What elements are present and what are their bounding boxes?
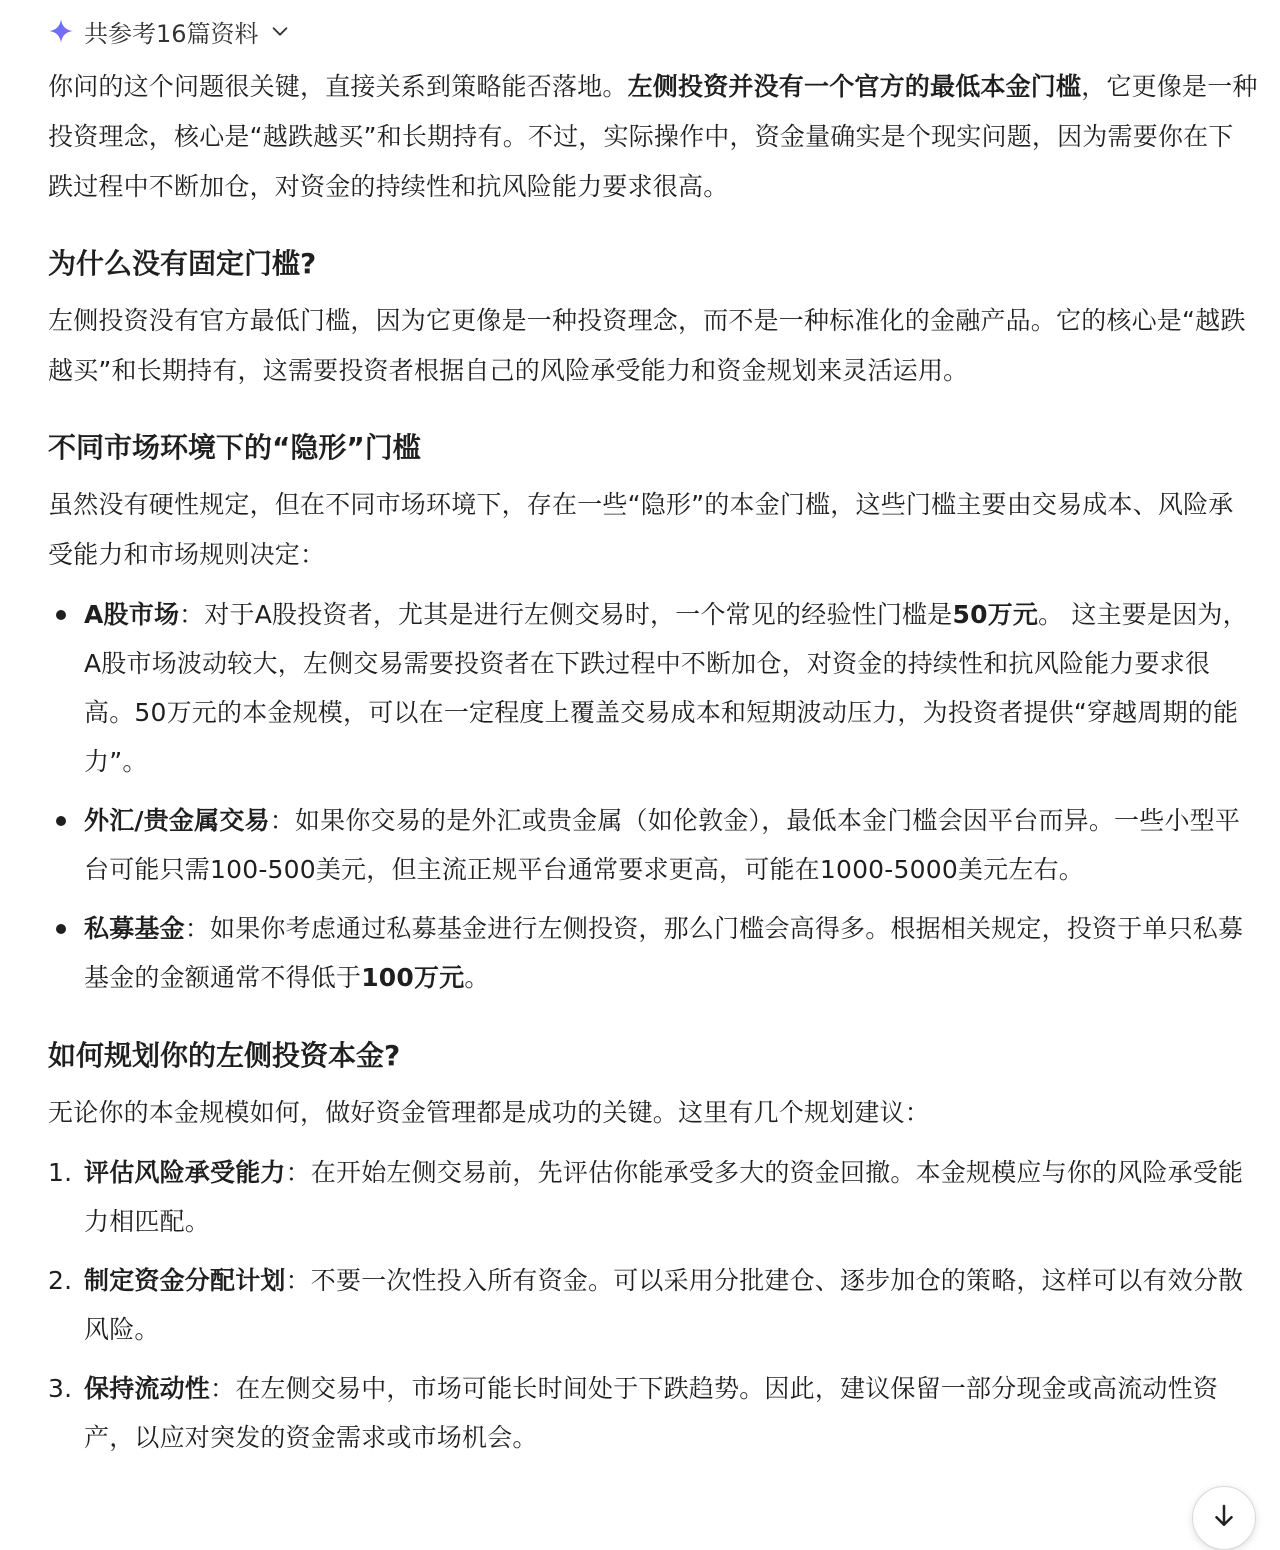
list-item-text: ：在左侧交易中，市场可能长时间处于下跌趋势。因此，建议保留一部分现金或高流动性资产，以应对突发的资金需求或市场机会。 [84,1374,1219,1452]
list-item [48,1148,1258,1246]
list-item-text: ：如果你考虑通过私募基金进行左侧投资，那么门槛会高得多。根据相关规定，投资于单只私募基金的金额通常不得低于 [84,914,1244,992]
list-item-highlight: 50万元 [952,600,1039,629]
list-item [48,904,1258,1002]
arrow-down-icon [1209,1501,1239,1531]
section-why-paragraph: 左侧投资没有官方最低门槛，因为它更像是一种投资理念，而不是一种标准化的金融产品。它的核心是“越跌越买”和长期持有，这需要投资者根据自己的风险承受能力和资金规划来灵活运用。 [48,306,1246,385]
bullet-dot [56,924,66,934]
list-item-text: ：在开始左侧交易前，先评估你能承受多大的资金回撤。本金规模应与你的风险承受能力相匹配。 [84,1158,1244,1236]
list-item [48,1256,1258,1354]
list-item-label: A股市场 [84,600,180,629]
intro-paragraph [48,62,1258,212]
section-hidden-paragraph: 虽然没有硬性规定，但在不同市场环境下，存在一些“隐形”的本金门槛，这些门槛主要由交易成本、风险承受能力和市场规则决定： [48,490,1234,569]
list-item-text-rest: 。 这主要是因为，A股市场波动较大，左侧交易需要投资者在下跌过程中不断加仓，对资金的持续性和抗风险能力要求很高。50万元的本金规模，可以在一定程度上覆盖交易成本和短期波动压力，为投资者提供“穿越周期的能力”。 [84,600,1248,776]
list-item-text: ：对于A股投资者，尤其是进行左侧交易时，一个常见的经验性门槛是 [179,600,953,629]
list-item [48,796,1258,894]
section-heading-why: 为什么没有固定门槛? [48,247,317,280]
list-item-text-rest: 。 [464,963,490,992]
references-toggle[interactable] [48,0,1258,62]
answer-content [48,0,1258,1472]
list-item-highlight: 100万元 [361,963,465,992]
list-item-label: 评估风险承受能力 [84,1158,286,1187]
bullet-dot [56,816,66,826]
chevron-down-icon [269,20,291,42]
bullet-dot [56,610,66,620]
list-item-number: 3. [48,1374,73,1403]
intro-text: 你问的这个问题很关键，直接关系到策略能否落地。 [48,72,628,101]
list-item [48,1364,1258,1462]
market-threshold-list [48,590,1258,1002]
list-item-text: ：不要一次性投入所有资金。可以采用分批建仓、逐步加仓的策略，这样可以有效分散风险。 [84,1266,1244,1344]
list-item-number: 1. [48,1158,73,1187]
section-heading-hidden-threshold: 不同市场环境下的“隐形”门槛 [48,431,421,464]
list-item-label: 保持流动性 [84,1374,211,1403]
references-label: 共参考16篇资料 [84,19,259,48]
list-item-label: 外汇/贵金属交易 [84,806,270,835]
planning-steps-list [48,1148,1258,1462]
list-item-number: 2. [48,1266,73,1295]
list-item [48,590,1258,786]
section-planning-paragraph: 无论你的本金规模如何，做好资金管理都是成功的关键。这里有几个规划建议： [48,1098,931,1127]
sparkle-icon [48,18,74,44]
section-heading-planning: 如何规划你的左侧投资本金? [48,1039,401,1072]
list-item-label: 制定资金分配计划 [84,1266,286,1295]
list-item-text: ：如果你交易的是外汇或贵金属（如伦敦金），最低本金门槛会因平台而异。一些小型平台可能只需100-500美元，但主流正规平台通常要求更高，可能在1000-5000美元左右。 [84,806,1241,884]
intro-text-rest: ，它更像是一种投资理念，核心是“越跌越买”和长期持有。不过，实际操作中，资金量确实是个现实问题，因为需要你在下跌过程中不断加仓，对资金的持续性和抗风险能力要求很高。 [48,72,1258,201]
scroll-to-bottom-button[interactable] [1192,1486,1256,1550]
list-item-label: 私募基金 [84,914,185,943]
intro-highlight: 左侧投资并没有一个官方的最低本金门槛 [627,72,1082,101]
